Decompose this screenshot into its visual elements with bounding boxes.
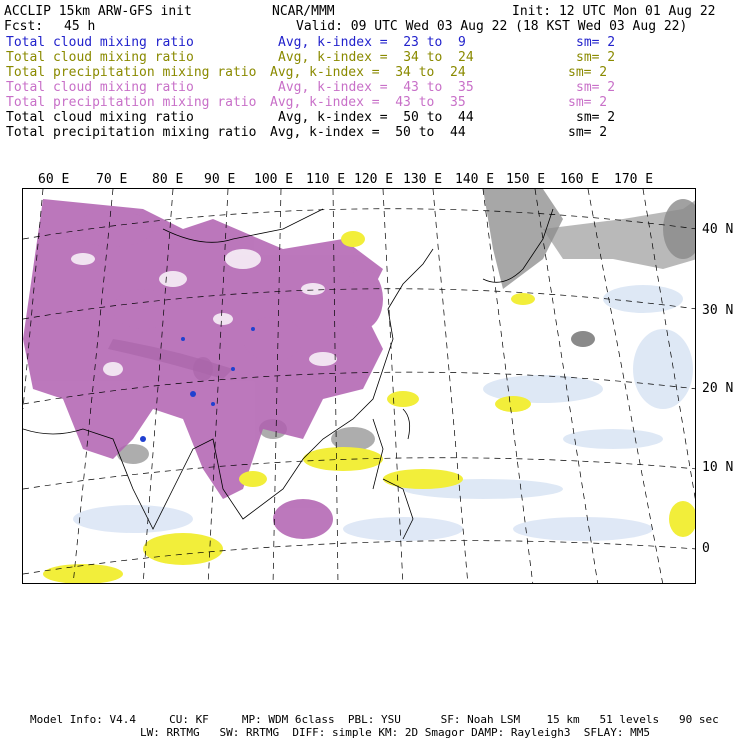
legend-avg: Avg, k-index = 34 to 24	[270, 65, 466, 80]
legend-avg: Avg, k-index = 50 to 44	[278, 110, 474, 125]
legend-field: Total cloud mixing ratio	[6, 35, 194, 50]
legend-avg: Avg, k-index = 23 to 9	[278, 35, 466, 50]
longitude-label: 160 E	[560, 172, 600, 187]
longitude-label: 100 E	[254, 172, 294, 187]
valid-time: Valid: 09 UTC Wed 03 Aug 22 (18 KST Wed 03 Aug 22)	[296, 19, 688, 34]
longitude-label: 120 E	[354, 172, 394, 187]
legend-sm: sm= 2	[568, 95, 608, 110]
longitude-label: 140 E	[455, 172, 495, 187]
longitude-label: 80 E	[152, 172, 184, 187]
legend-field: Total precipitation mixing ratio	[6, 65, 257, 80]
legend-avg: Avg, k-index = 43 to 35	[270, 95, 466, 110]
init-time: Init: 12 UTC Mon 01 Aug 22	[512, 4, 716, 19]
legend-field: Total cloud mixing ratio	[6, 80, 194, 95]
latitude-label: 20 N	[702, 381, 734, 396]
longitude-label: 130 E	[403, 172, 443, 187]
map-title: ACCLIP 15km ARW-GFS init	[4, 4, 192, 19]
legend-sm: sm= 2	[576, 35, 616, 50]
legend-sm: sm= 2	[568, 65, 608, 80]
longitude-label: 60 E	[38, 172, 70, 187]
legend-field: Total precipitation mixing ratio	[6, 125, 257, 140]
fcst-value: 45 h	[64, 19, 96, 34]
latitude-label: 0	[702, 541, 710, 556]
longitude-label: 110 E	[306, 172, 346, 187]
legend-field: Total precipitation mixing ratio	[6, 95, 257, 110]
legend-avg: Avg, k-index = 50 to 44	[270, 125, 466, 140]
longitude-label: 170 E	[614, 172, 654, 187]
longitude-label: 150 E	[506, 172, 546, 187]
legend-sm: sm= 2	[576, 50, 616, 65]
map-canvas	[23, 189, 696, 584]
longitude-label: 70 E	[96, 172, 128, 187]
longitude-label: 90 E	[204, 172, 236, 187]
legend-avg: Avg, k-index = 34 to 24	[278, 50, 474, 65]
legend-avg: Avg, k-index = 43 to 35	[278, 80, 474, 95]
forecast-map	[22, 188, 696, 584]
center-label: NCAR/MMM	[272, 4, 335, 19]
legend-sm: sm= 2	[576, 80, 616, 95]
fcst-label: Fcst:	[4, 19, 44, 34]
latitude-label: 40 N	[702, 222, 734, 237]
model-info-line2: LW: RRTMG SW: RRTMG DIFF: simple KM: 2D Smagor DAMP: Rayleigh3 SFLAY: MM5	[140, 726, 650, 739]
latitude-label: 30 N	[702, 303, 734, 318]
legend-field: Total cloud mixing ratio	[6, 110, 194, 125]
legend-field: Total cloud mixing ratio	[6, 50, 194, 65]
legend-sm: sm= 2	[568, 125, 608, 140]
latitude-label: 10 N	[702, 460, 734, 475]
mid-cloud-layer	[23, 199, 383, 539]
legend-sm: sm= 2	[576, 110, 616, 125]
model-info-line1: Model Info: V4.4 CU: KF MP: WDM 6class PBL: YSU SF: Noah LSM 15 km 51 levels 90 sec	[30, 713, 719, 726]
